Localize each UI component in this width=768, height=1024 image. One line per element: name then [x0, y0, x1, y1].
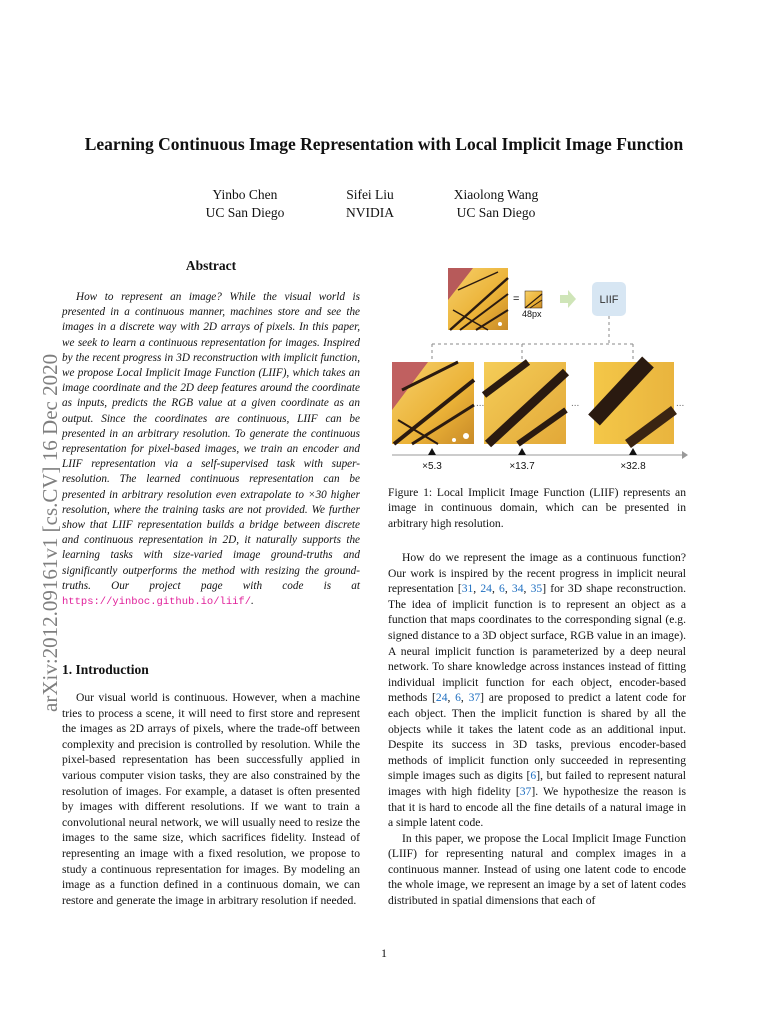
- input-image: [448, 268, 508, 330]
- axis-arrow-icon: [682, 451, 688, 459]
- paragraph-liif-proposal: In this paper, we propose the Local Implicit Image Function (LIIF) for representing natural and complex images in a continuous manner. Instead of using one latent code to encode the whole image, we represent an image by a set of latent codes distributed in spatial dimensions that each of: [388, 831, 686, 908]
- author-affiliation: NVIDIA: [346, 205, 394, 220]
- text-run: ], but failed to represent natural images with high fidelity [: [388, 769, 686, 798]
- scale-label-2: ×13.7: [509, 461, 535, 472]
- author-name: Yinbo Chen: [212, 187, 278, 202]
- section-heading-introduction: 1. Introduction: [62, 662, 149, 677]
- right-arrow-icon: [560, 290, 576, 308]
- author-name: Xiaolong Wang: [453, 187, 539, 202]
- text-run: ] for 3D shape reconstruction. The idea of implicit function is to represent an object as a function that maps coordinates to the corresponding signal (e.g. signed distance to a 3D object surface, RGB value in an image). A neural implicit function is parameterized by a deep neural network. To share knowledge across instances instead of fitting individual implicit function for each object, encoder-based methods [: [388, 582, 687, 705]
- abstract-text: How to represent an image? While the visual world is presented in a continuous manner, machines store and see the images in a discrete way with 2D arrays of pixels. In this paper, we seek to learn a continuous representation for images. Inspired by the recent progress in 3D reconstruction with implicit function, we propose Local Implicit Image Function (LIIF), which takes an image coordinate and the 2D deep features around the coordinate as inputs, predicts the RGB value at a given coordinate as an output. Since the coordinates are continuous, LIIF can be presented in an arbitrary resolution. To generate the continuous representation for pixel-based images, we train an encoder and LIIF representation via a self-supervised task with super-resolution. The learned continuous representation can be presented in arbitrary resolution even extrapolate to ×30 higher resolution, where the training tasks are not provided. We further show that LIIF representation builds a bridge between discrete and continuous representation in 2D, it naturally supports the learning tasks with size-varied image ground-truths and significantly outperforms the method with resizing the ground-truths. Our project page with code is at: [62, 291, 360, 592]
- author-block-2: [325, 186, 415, 222]
- text-run: ] are proposed to predict a latent code for each object. Then the implicit function is shared by all the objects while it takes the latent code as an additional input. Despite its success in 3D tasks, previous encoder-based methods of implicit function only succeeded in representing simple images such as digits [: [388, 691, 687, 783]
- abstract-heading: Abstract: [185, 258, 237, 273]
- text-run: How do we represent the image as a continuous function? Our work is inspired by the recent progress in implicit neural representation [: [388, 551, 686, 596]
- abstract-body: [62, 290, 360, 610]
- page-number: 1: [381, 946, 387, 960]
- introduction-paragraph: Our visual world is continuous. However, when a machine tries to process a scene, it will need to first store and represent the images as 2D arrays of pixels, where the trade-off between complexity and precision is controlled by resolution. While the pixel-based representation has been successfully applied in various computer vision tasks, they are also constrained by the resolution of images. For example, a dataset is often presented by images with different resolutions. If we want to train a convolutional neural network, we will usually need to resize the images to the same size, which sacrifices fidelity. Instead of representing an image with a fixed resolution, we propose to study a continuous representation for images. By modeling an image as a function defined in a continuous domain, we can restore and generate the image in arbitrary resolution if needed.: [62, 691, 360, 907]
- citation-link[interactable]: 6: [499, 582, 505, 596]
- small-input-icon: [525, 291, 542, 308]
- output-image-2: [484, 362, 566, 444]
- citation-link[interactable]: 34: [511, 582, 524, 596]
- equal-sign: =: [513, 293, 520, 305]
- scale-marker-1: [428, 448, 436, 455]
- citation-link[interactable]: 6: [455, 691, 461, 705]
- citation-link[interactable]: 35: [530, 582, 543, 596]
- scale-marker-2: [518, 448, 526, 455]
- right-column-text: [388, 550, 686, 909]
- input-size-label: 48px: [522, 309, 542, 319]
- ellipsis-3: ...: [676, 398, 685, 409]
- author-name: Sifei Liu: [346, 187, 394, 202]
- text-run: ]. We hypothesize the reason is that it is hard to encode all the fine details of a natural image in a simple latent code.: [388, 784, 686, 830]
- citation-link[interactable]: 37: [468, 691, 481, 705]
- citation-link[interactable]: 24: [435, 691, 448, 705]
- scale-marker-3: [629, 448, 637, 455]
- figure-liif: [388, 260, 688, 485]
- figure-caption: Figure 1: Local Implicit Image Function (LIIF) represents an image in continuous domain, which can be presented in arbitrary high resolution.: [388, 486, 686, 530]
- arxiv-identifier: arXiv:2012.09161v1 [cs.CV] 16 Dec 2020: [38, 353, 62, 712]
- citation-link[interactable]: 6: [530, 769, 537, 783]
- ellipsis-1: ...: [476, 398, 485, 409]
- project-link[interactable]: https://yinboc.github.io/liif/: [62, 596, 252, 609]
- author-affiliation: UC San Diego: [456, 205, 536, 220]
- ellipsis-2: ...: [571, 398, 580, 409]
- author-block-3: [436, 186, 556, 222]
- scale-label-1: ×5.3: [422, 461, 442, 472]
- output-image-1: [392, 362, 474, 444]
- citation-link[interactable]: 24: [480, 582, 492, 596]
- abstract-end: .: [251, 595, 254, 608]
- citation-link[interactable]: 37: [519, 784, 532, 798]
- scale-label-3: ×32.8: [620, 461, 646, 472]
- liif-box-label: LIIF: [599, 294, 619, 306]
- output-image-3: [594, 362, 674, 444]
- paper-title: Learning Continuous Image Representation with Local Implicit Image Function: [84, 134, 684, 154]
- author-affiliation: UC San Diego: [205, 205, 285, 220]
- citation-link[interactable]: 31: [461, 582, 474, 596]
- paragraph-implicit-representation: How do we represent the image as a continuous function? Our work is inspired by the recent progress in implicit neural representation [31, 24, 6, 34, 35] for 3D shape reconstruction. The idea of implicit function is to represent an object as a function that maps coordinates to the corresponding signal (e.g. signed distance to a 3D object surface, RGB value in an image). A neural implicit function is parameterized by a deep neural network. To share knowledge across instances instead of fitting individual implicit function for each object, encoder-based methods [24, 6, 37] are proposed to predict a latent code for each object. Then the implicit function is shared by all the objects while it takes the latent code as an additional input. Despite its success in 3D tasks, previous encoder-based methods of implicit function only succeeded in representing simple images such as digits [6], but failed to represent natural images with high fidelity [37]. We hypothesize the reason is that it is hard to encode all the fine details of a natural image in a simple latent code.: [388, 551, 687, 830]
- author-block-1: [190, 186, 300, 222]
